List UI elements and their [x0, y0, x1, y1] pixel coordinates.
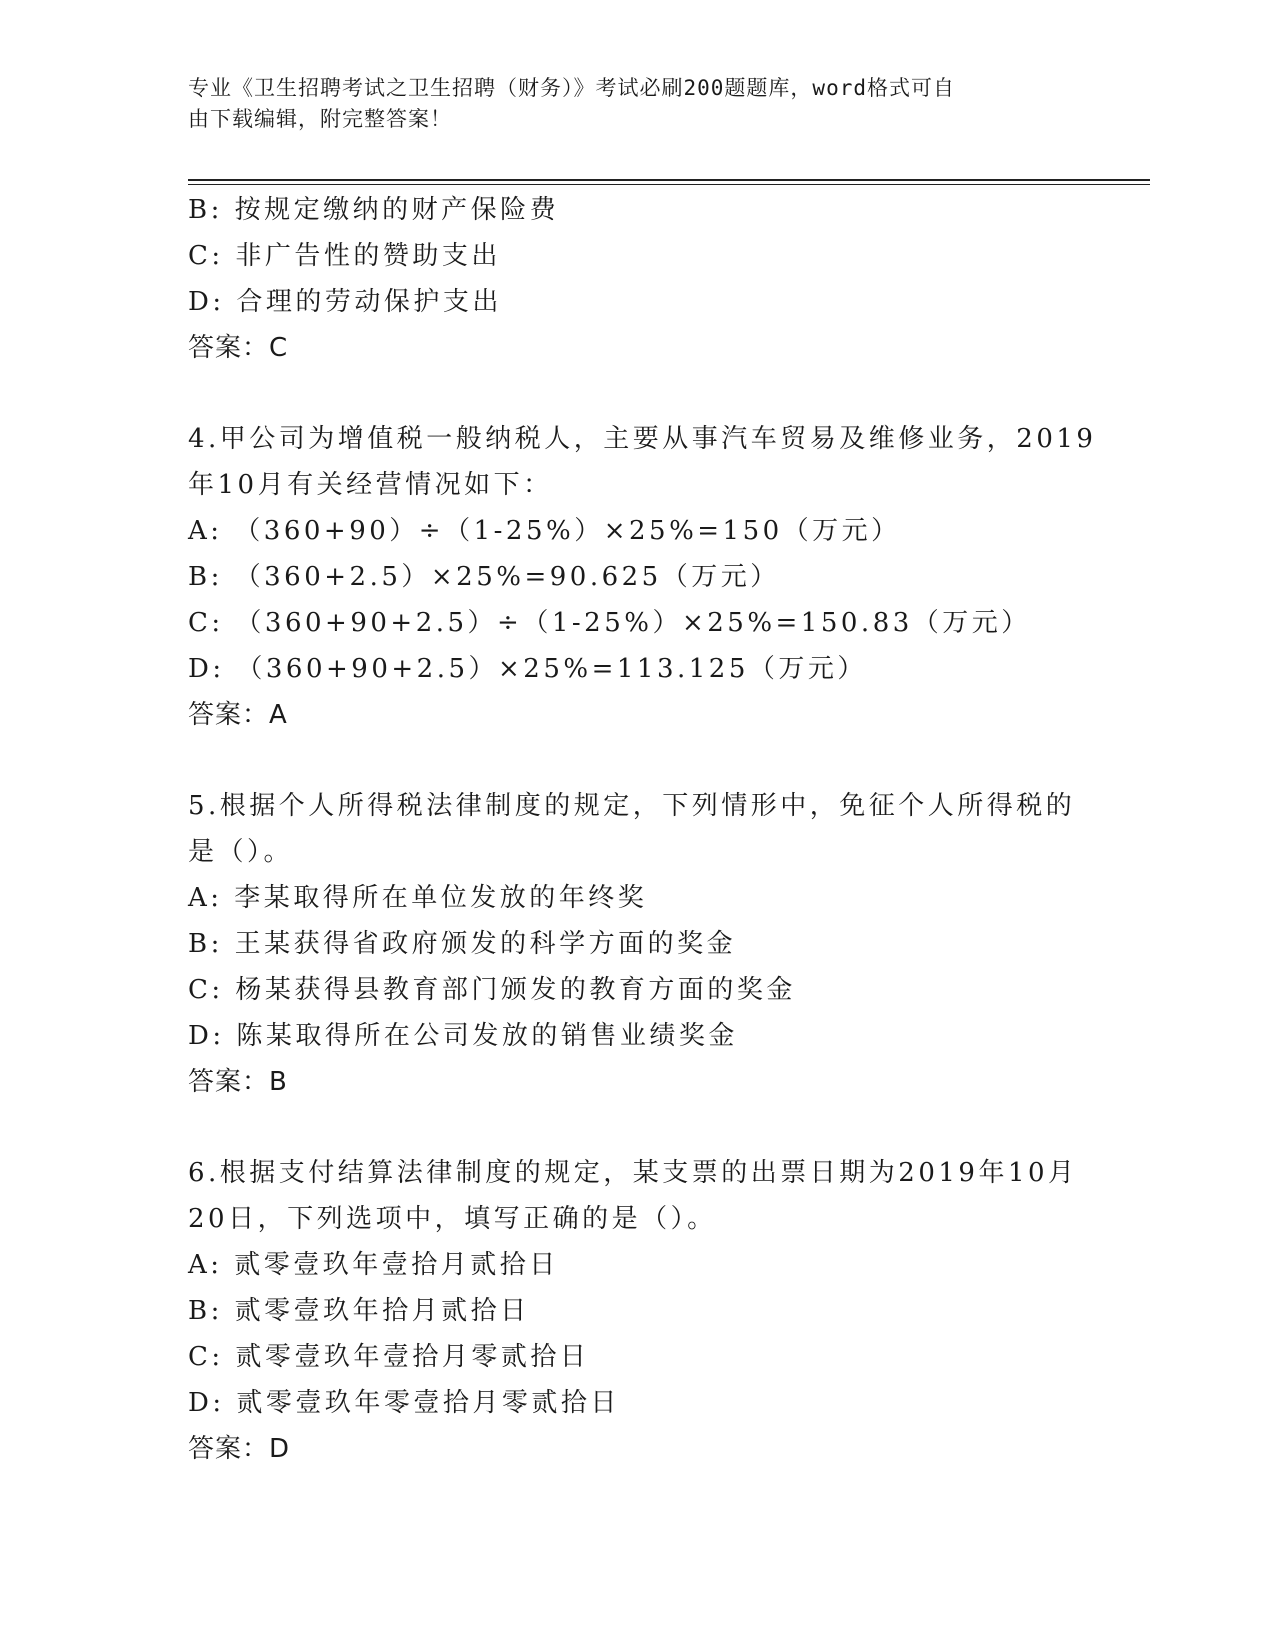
spacer [188, 371, 1068, 416]
answer: 答案：C [188, 333, 289, 363]
question-list [188, 187, 1097, 1472]
question-stem-line-2: 是（）。 [188, 837, 294, 867]
option-c: C: 杨某获得县教育部门颁发的教育方面的奖金 [188, 975, 796, 1005]
option-b: B: 贰零壹玖年拾月贰拾日 [188, 1296, 530, 1326]
option-c: C: 非广告性的赞助支出 [188, 241, 501, 271]
option-d: D: 陈某取得所在公司发放的销售业绩奖金 [188, 1021, 738, 1051]
answer: 答案：B [188, 1067, 288, 1097]
question-stem-line-2: 20日，下列选项中，填写正确的是（）。 [188, 1204, 717, 1234]
spacer [188, 1105, 1068, 1150]
option-a: A: 贰零壹玖年壹拾月贰拾日 [188, 1250, 559, 1280]
option-d: D: 贰零壹玖年零壹拾月零贰拾日 [188, 1388, 620, 1418]
answer: 答案：D [188, 1434, 291, 1464]
header-line-2: 由下载编辑，附完整答案！ [188, 107, 452, 131]
option-b: B: 王某获得省政府颁发的科学方面的奖金 [188, 929, 737, 959]
option-c: C: （360+90+2.5）÷（1-25%）×25%=150.83（万元） [188, 608, 1031, 638]
option-b: B: 按规定缴纳的财产保险费 [188, 195, 560, 225]
header-rule-thin [188, 184, 1150, 185]
option-a: A: （360+90）÷（1-25%）×25%=150（万元） [188, 516, 901, 546]
answer: 答案：A [188, 700, 288, 730]
question-3 [188, 187, 1068, 371]
spacer [188, 738, 1068, 783]
question-stem-line-1: 4.甲公司为增值税一般纳税人，主要从事汽车贸易及维修业务，2019 [188, 424, 1097, 454]
option-d: D: （360+90+2.5）×25%=113.125（万元） [188, 654, 867, 684]
question-6 [188, 1150, 1078, 1472]
option-c: C: 贰零壹玖年壹拾月零贰拾日 [188, 1342, 590, 1372]
header-rule-thick [188, 179, 1150, 181]
question-stem-line-1: 5.根据个人所得税法律制度的规定，下列情形中，免征个人所得税的 [188, 791, 1076, 821]
question-stem-line-1: 6.根据支付结算法律制度的规定，某支票的出票日期为2019年10月 [188, 1158, 1078, 1188]
header-line-1: 专业《卫生招聘考试之卫生招聘（财务）》考试必刷200题题库，word格式可自 [188, 76, 955, 100]
document-header [188, 73, 1068, 135]
option-d: D: 合理的劳动保护支出 [188, 287, 502, 317]
option-a: A: 李某取得所在单位发放的年终奖 [188, 883, 648, 913]
question-4 [188, 416, 1097, 738]
question-stem-line-2: 年10月有关经营情况如下： [188, 470, 553, 500]
option-b: B: （360+2.5）×25%=90.625（万元） [188, 562, 780, 592]
question-5 [188, 783, 1076, 1105]
